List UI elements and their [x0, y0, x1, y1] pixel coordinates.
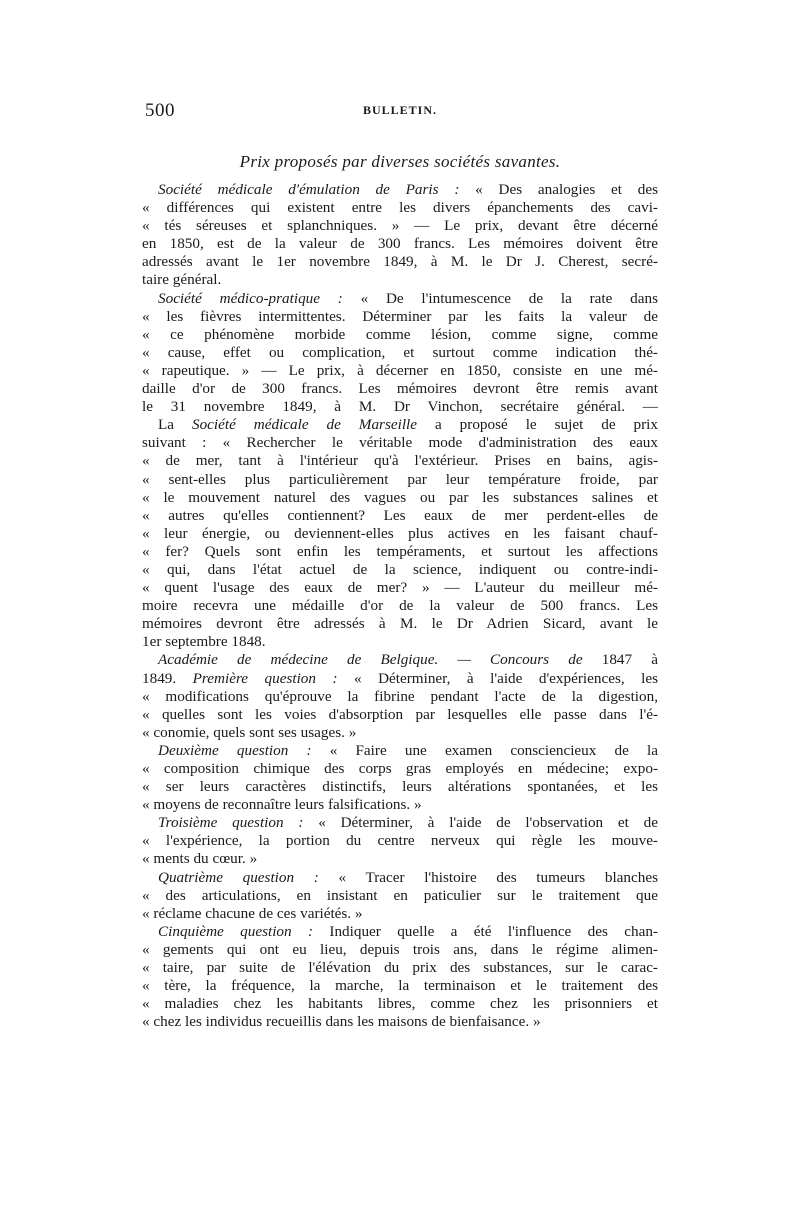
text-run: « quent l'usage des eaux de mer? » — L'auteur du meilleur mé- [142, 579, 658, 597]
text-line [142, 507, 658, 525]
text-run: « chez les individus recueillis dans les maisons de bienfaisance. » [142, 1013, 541, 1031]
text-line [142, 290, 658, 308]
text-line [142, 850, 658, 868]
text-line [142, 398, 658, 416]
text-line [142, 796, 658, 814]
text-run: « ments du cœur. » [142, 850, 258, 868]
text-line [142, 688, 658, 706]
text-run: La [158, 416, 192, 434]
italic-run: Cinquième question : [158, 922, 314, 940]
text-run: « ser leurs caractères distinctifs, leurs altérations spontanées, et les [142, 778, 658, 796]
text-line [142, 832, 658, 850]
text-run: « différences qui existent entre les divers épanchements des cavi- [142, 199, 658, 217]
text-run: « Déterminer, à l'aide d'expériences, les [337, 669, 659, 687]
text-run: mémoires devront être adressés à M. le Dr Adrien Sicard, avant le [142, 615, 658, 633]
text-run: « l'expérience, la portion du centre nerveux qui règle les mouve- [142, 832, 658, 850]
text-line [142, 597, 658, 615]
text-run: « cause, effet ou complication, et surtout comme indication thé- [142, 343, 658, 361]
text-line [142, 326, 658, 344]
text-run: 1847 à [582, 651, 658, 669]
text-run: « des articulations, en insistant en paticulier sur le traitement que [142, 886, 658, 904]
text-run: « gements qui ont eu lieu, depuis trois ans, dans le régime alimen- [142, 940, 658, 958]
text-run: « modifications qu'éprouve la fibrine pendant l'acte de la digestion, [142, 687, 658, 705]
text-run: « rapeutique. » — Le prix, à décerner en 1850, consiste en une mé- [142, 361, 658, 379]
text-line [142, 670, 658, 688]
text-line [142, 561, 658, 579]
text-run: « réclame chacune de ces variétés. » [142, 904, 363, 922]
text-run: taire général. [142, 271, 222, 289]
section-title: Prix proposés par diverses sociétés savantes. [239, 152, 561, 171]
text-run: 1849. [142, 669, 193, 687]
text-line [142, 235, 658, 253]
text-line [142, 471, 658, 489]
text-line [142, 1013, 658, 1031]
italic-run: Société médico-pratique : [158, 289, 343, 307]
text-line [142, 489, 658, 507]
text-run: « quelles sont les voies d'absorption par lesquelles elle passe dans l'é- [142, 705, 658, 723]
italic-run: Deuxième question : [158, 741, 312, 759]
body-text [142, 181, 658, 1031]
text-run: a proposé le sujet de prix [417, 416, 658, 434]
text-line [142, 814, 658, 832]
text-line [142, 869, 658, 887]
text-line [142, 941, 658, 959]
text-run: « fer? Quels sont enfin les tempéraments, et surtout les affections [142, 542, 658, 560]
text-run: « de mer, tant à l'intérieur qu'à l'extérieur. Prises en bains, agis- [142, 452, 658, 470]
text-line [142, 434, 658, 452]
text-line [142, 579, 658, 597]
text-run: « leur énergie, ou deviennent-elles plus actives en les faisant chauf- [142, 524, 658, 542]
text-line [142, 923, 658, 941]
text-line [142, 253, 658, 271]
text-run: 1er septembre 1848. [142, 633, 266, 651]
text-line [142, 651, 658, 669]
text-run: « ce phénomène morbide comme lésion, comme signe, comme [142, 325, 658, 343]
text-run: « tés séreuses et splanchniques. » — Le prix, devant être décerné [142, 217, 658, 235]
text-line [142, 778, 658, 796]
text-line [142, 525, 658, 543]
text-line [142, 308, 658, 326]
italic-run: Troisième question : [158, 814, 304, 832]
text-run: « sent-elles plus particulièrement par leur température froide, par [142, 470, 658, 488]
text-line [142, 217, 658, 235]
text-run: en 1850, est de la valeur de 300 francs. Les mémoires doivent être [142, 235, 658, 253]
text-run: « tère, la fréquence, la marche, la terminaison et le traitement des [142, 977, 658, 995]
text-line [142, 959, 658, 977]
italic-run: Première question : [192, 669, 338, 687]
text-run: « Tracer l'histoire des tumeurs blanches [318, 868, 658, 886]
text-run: le 31 novembre 1849, à M. Dr Vinchon, secrétaire général. — [142, 398, 658, 416]
text-line [142, 706, 658, 724]
text-run: « conomie, quels sont ses usages. » [142, 723, 357, 741]
text-run: « Déterminer, à l'aide de l'observation et de [303, 814, 658, 832]
text-run: « autres qu'elles contiennent? Les eaux de mer perdent-elles de [142, 506, 658, 524]
text-line [142, 760, 658, 778]
text-line [142, 742, 658, 760]
text-line [142, 271, 658, 289]
text-line [142, 724, 658, 742]
text-run: « qui, dans l'état actuel de la science, indiquent ou contre-indi- [142, 560, 658, 578]
text-run: « Faire une examen consciencieux de la [311, 741, 658, 759]
text-run: « Des analogies et des [459, 181, 658, 198]
text-run: moire recevra une médaille d'or de la valeur de 500 francs. Les [142, 597, 658, 615]
text-run: suivant : « Rechercher le véritable mode d'administration des eaux [142, 434, 658, 452]
text-line [142, 344, 658, 362]
text-line [142, 887, 658, 905]
text-run: « le mouvement naturel des vagues ou par les substances salines et [142, 488, 658, 506]
text-line [142, 995, 658, 1013]
text-run: « De l'intumescence de la rate dans [342, 289, 658, 307]
italic-run: Société médicale de Marseille [191, 416, 418, 434]
text-line [142, 543, 658, 561]
text-line [142, 452, 658, 470]
text-line [142, 199, 658, 217]
text-line [142, 362, 658, 380]
text-run: Indiquer quelle a été l'influence des chan- [313, 922, 658, 940]
text-run: adressés avant le 1er novembre 1849, à M. le Dr J. Cherest, secré- [142, 253, 658, 271]
italic-run: Académie de médecine de Belgique. — Concours de [158, 651, 583, 669]
italic-run: Quatrième question : [158, 868, 319, 886]
text-run: « taire, par suite de l'élévation du prix des substances, sur le carac- [142, 959, 658, 977]
text-run: « les fièvres intermittentes. Déterminer par les faits la valeur de [142, 307, 658, 325]
text-line [142, 633, 658, 651]
text-line [142, 181, 658, 199]
text-line [142, 905, 658, 923]
text-run: « maladies chez les habitants libres, comme chez les prisonniers et [142, 995, 658, 1013]
text-line [142, 977, 658, 995]
italic-run: Société médicale d'émulation de Paris : [158, 181, 460, 198]
text-run: daille d'or de 300 francs. Les mémoires devront être remis avant [142, 380, 658, 398]
text-line [142, 615, 658, 633]
text-run: « composition chimique des corps gras employés en médecine; expo- [142, 760, 658, 777]
page-header [145, 100, 655, 124]
page-number: 500 [145, 100, 175, 121]
text-run: « moyens de reconnaître leurs falsifications. » [142, 796, 422, 814]
text-line [142, 416, 658, 434]
text-line [142, 380, 658, 398]
running-head: BULLETIN. [362, 103, 438, 117]
